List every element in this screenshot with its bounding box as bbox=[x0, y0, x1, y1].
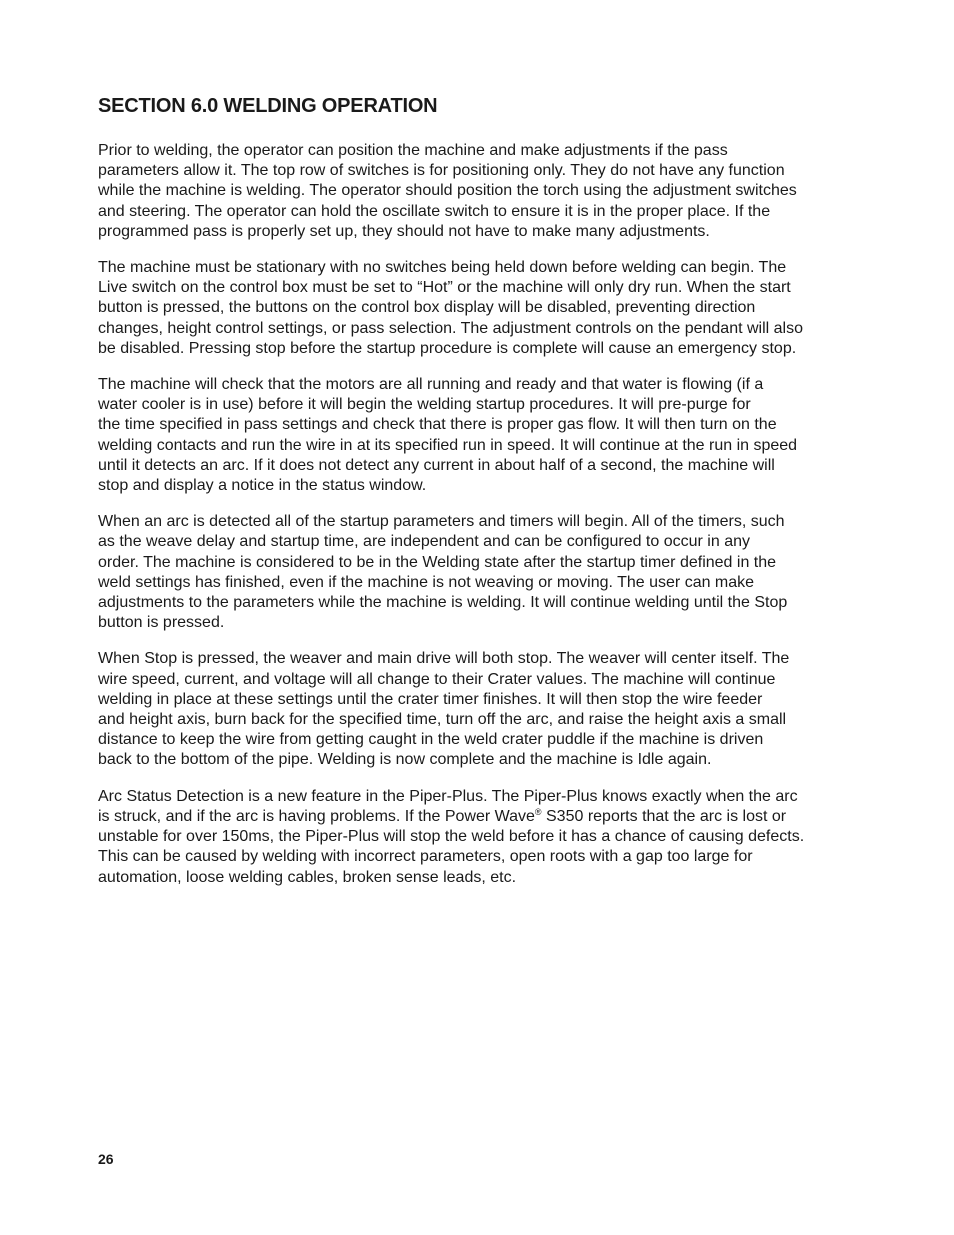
paragraph-arc-status-detection bbox=[98, 787, 868, 888]
text-line: until it detects an arc. If it does not detect any current in about half of a second, the machine will bbox=[98, 456, 775, 474]
text-line: back to the bottom of the pipe. Welding is now complete and the machine is Idle again. bbox=[98, 751, 712, 769]
text-line: while the machine is welding. The operator should position the torch using the adjustment switches bbox=[98, 182, 797, 200]
text-line: be disabled. Pressing stop before the startup procedure is complete will cause an emergency stop. bbox=[98, 339, 797, 357]
text-line: as the weave delay and startup time, are independent and can be configured to occur in any bbox=[98, 533, 750, 551]
text-line: order. The machine is considered to be in the Welding state after the startup timer defined in the bbox=[98, 553, 777, 571]
text-line: the time specified in pass settings and check that there is proper gas flow. It will then turn on the bbox=[98, 416, 777, 434]
paragraph-arc-detected bbox=[98, 512, 868, 633]
text-line: water cooler is in use) before it will begin the welding startup procedures. It will pre-purge for bbox=[98, 396, 751, 414]
text-line: parameters allow it. The top row of switches is for positioning only. They do not have any function bbox=[98, 162, 785, 180]
paragraph-stop-pressed bbox=[98, 649, 868, 770]
text-line: button is pressed. bbox=[98, 614, 225, 632]
paragraph-prior-to-welding bbox=[98, 141, 868, 242]
text-line bbox=[98, 807, 868, 827]
text-line: weld settings has finished, even if the machine is not weaving or moving. The user can make bbox=[98, 573, 755, 591]
text-line: automation, loose welding cables, broken sense leads, etc. bbox=[98, 868, 517, 886]
registered-mark: ® bbox=[534, 806, 542, 817]
paragraph-startup-checks bbox=[98, 375, 868, 496]
paragraph-machine-stationary bbox=[98, 258, 868, 359]
text-line: adjustments to the parameters while the machine is welding. It will continue welding until the Stop bbox=[98, 594, 788, 612]
text-line: Live switch on the control box must be set to “Hot” or the machine will only dry run. When the start bbox=[98, 279, 791, 297]
text-line: distance to keep the wire from getting caught in the weld crater puddle if the machine is driven bbox=[98, 731, 764, 749]
text-line: wire speed, current, and voltage will all change to their Crater values. The machine will continue bbox=[98, 670, 776, 688]
body-text bbox=[98, 141, 868, 904]
text-line: Prior to welding, the operator can position the machine and make adjustments if the pass bbox=[98, 142, 728, 159]
section-heading: SECTION 6.0 WELDING OPERATION bbox=[98, 95, 438, 117]
text-line: changes, height control settings, or pass selection. The adjustment controls on the pendant will also bbox=[98, 319, 804, 337]
text-line: button is pressed, the buttons on the control box display will be disabled, preventing direction bbox=[98, 299, 756, 317]
text-line: When Stop is pressed, the weaver and main drive will both stop. The weaver will center itself. The bbox=[98, 650, 790, 668]
text-line: When an arc is detected all of the startup parameters and timers will begin. All of the timers, such bbox=[98, 513, 785, 531]
text-line: The machine must be stationary with no switches being held down before welding can begin. The bbox=[98, 259, 787, 277]
text-line: programmed pass is properly set up, they should not have to make many adjustments. bbox=[98, 222, 710, 240]
text-line: Arc Status Detection is a new feature in the Piper-Plus. The Piper-Plus knows exactly when the arc bbox=[98, 787, 798, 805]
text-line: This can be caused by welding with incorrect parameters, open roots with a gap too large for bbox=[98, 848, 753, 866]
text-line: and height axis, burn back for the specified time, turn off the arc, and raise the height axis a small bbox=[98, 711, 787, 729]
text-line: stop and display a notice in the status window. bbox=[98, 477, 427, 495]
text-line: unstable for over 150ms, the Piper-Plus will stop the weld before it has a chance of causing defects. bbox=[98, 828, 805, 846]
text-line: welding contacts and run the wire in at its specified run in speed. It will continue at the run in speed bbox=[98, 436, 798, 454]
text-line: and steering. The operator can hold the oscillate switch to ensure it is in the proper place. If the bbox=[98, 202, 771, 220]
text-line: The machine will check that the motors are all running and ready and that water is flowing (if a bbox=[98, 376, 764, 394]
page-number: 26 bbox=[98, 1151, 114, 1167]
text-segment: is struck, and if the arc is having problems. If the Power Wave bbox=[98, 807, 535, 825]
text-segment: S350 reports that the arc is lost or bbox=[541, 807, 787, 825]
text-line: welding in place at these settings until the crater timer finishes. It will then stop the wire feeder bbox=[98, 690, 763, 708]
